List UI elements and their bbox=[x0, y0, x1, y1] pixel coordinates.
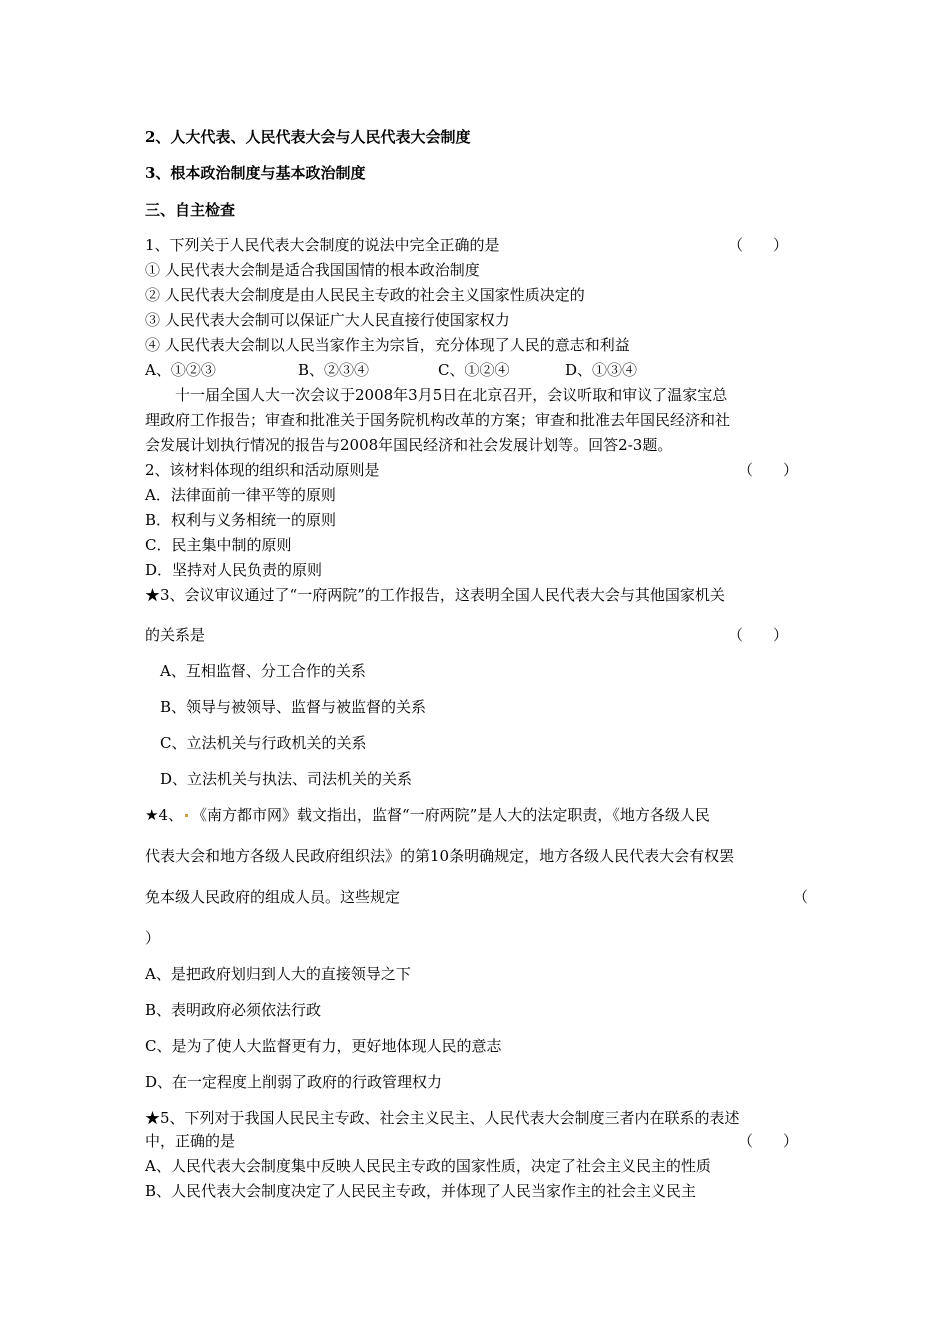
q2-answer-paren: （ ） bbox=[738, 461, 799, 479]
q3-option-d: D、立法机关与执法、司法机关的关系 bbox=[160, 770, 413, 788]
q1-option-b: B、②③④ bbox=[298, 361, 370, 379]
q1-item-3: ③ 人民代表大会制可以保证广大人民直接行使国家权力 bbox=[145, 311, 510, 329]
material-line-1: 十一届全国人大一次会议于2008年3月5日在北京召开，会议听取和审议了温家宝总 bbox=[175, 386, 728, 404]
q2-option-d: D．坚持对人民负责的原则 bbox=[145, 561, 323, 579]
q2-option-c: C．民主集中制的原则 bbox=[145, 536, 292, 554]
q4-stem-line-3: 免本级人民政府的组成人员。这些规定 bbox=[145, 888, 401, 906]
q2-stem: 2、该材料体现的组织和活动原则是 bbox=[145, 461, 380, 479]
q1-answer-paren: （ ） bbox=[728, 236, 789, 254]
q4-paren-open: （ bbox=[793, 888, 809, 906]
material-line-3: 会发展计划执行情况的报告与2008年国民经济和社会发展计划等。回答2-3题。 bbox=[145, 436, 673, 454]
q1-item-4: ④ 人民代表大会制以人民当家作主为宗旨，充分体现了人民的意志和利益 bbox=[145, 336, 630, 354]
section-title: 三、自主检查 bbox=[145, 201, 236, 219]
q1-item-1: ① 人民代表大会制是适合我国国情的根本政治制度 bbox=[145, 261, 480, 279]
q5-answer-paren: （ ） bbox=[738, 1132, 799, 1150]
q1-stem: 1、下列关于人民代表大会制度的说法中完全正确的是 bbox=[145, 236, 500, 254]
q4-stem-line-1 bbox=[145, 805, 710, 825]
q3-stem-line-1: ★3、会议审议通过了“一府两院”的工作报告，这表明全国人民代表大会与其他国家机关 bbox=[145, 586, 725, 604]
q3-option-c: C、立法机关与行政机关的关系 bbox=[160, 734, 367, 752]
q4-number: ★4、 bbox=[145, 806, 183, 824]
q3-stem-line-2: 的关系是 bbox=[145, 626, 206, 644]
q4-stem-line-2: 代表大会和地方各级人民政府组织法》的第10条明确规定，地方各级人民代表大会有权罢 bbox=[145, 847, 735, 865]
q3-option-b: B、领导与被领导、监督与被监督的关系 bbox=[160, 698, 427, 716]
q1-option-a: A、①②③ bbox=[145, 361, 216, 379]
heading-3: 3、根本政治制度与基本政治制度 bbox=[145, 164, 366, 182]
q4-option-d: D、在一定程度上削弱了政府的行政管理权力 bbox=[145, 1073, 443, 1091]
material-line-2: 理政府工作报告；审查和批准关于国务院机构改革的方案；审查和批准去年国民经济和社 bbox=[145, 411, 731, 429]
heading-2: 2、人大代表、人民代表大会与人民代表大会制度 bbox=[145, 128, 471, 146]
q2-option-a: A．法律面前一律平等的原则 bbox=[145, 486, 336, 504]
q1-item-2: ② 人民代表大会制度是由人民民主专政的社会主义国家性质决定的 bbox=[145, 286, 585, 304]
q3-option-a: A、互相监督、分工合作的关系 bbox=[160, 662, 366, 680]
stray-dot bbox=[185, 814, 188, 817]
q4-option-c: C、是为了使人大监督更有力，更好地体现人民的意志 bbox=[145, 1037, 502, 1055]
q4-option-a: A、是把政府划归到人大的直接领导之下 bbox=[145, 965, 411, 983]
q4-option-b: B、表明政府必须依法行政 bbox=[145, 1001, 322, 1019]
q5-option-b: B、人民代表大会制度决定了人民民主专政，并体现了人民当家作主的社会主义民主 bbox=[145, 1182, 697, 1200]
q5-stem-line-1: ★5、下列对于我国人民民主专政、社会主义民主、人民代表大会制度三者内在联系的表述 bbox=[145, 1109, 740, 1127]
q5-option-a: A、人民代表大会制度集中反映人民民主专政的国家性质，决定了社会主义民主的性质 bbox=[145, 1157, 711, 1175]
q4-stem-text: 《南方都市网》载文指出，监督“一府两院”是人大的法定职责，《地方各级人民 bbox=[192, 806, 710, 824]
q3-answer-paren: （ ） bbox=[728, 626, 789, 644]
q5-stem-line-2: 中，正确的是 bbox=[145, 1132, 236, 1150]
q4-paren-close: ） bbox=[145, 929, 161, 947]
q1-option-c: C、①②④ bbox=[438, 361, 510, 379]
q1-option-d: D、①③④ bbox=[565, 361, 638, 379]
q2-option-b: B．权利与义务相统一的原则 bbox=[145, 511, 337, 529]
